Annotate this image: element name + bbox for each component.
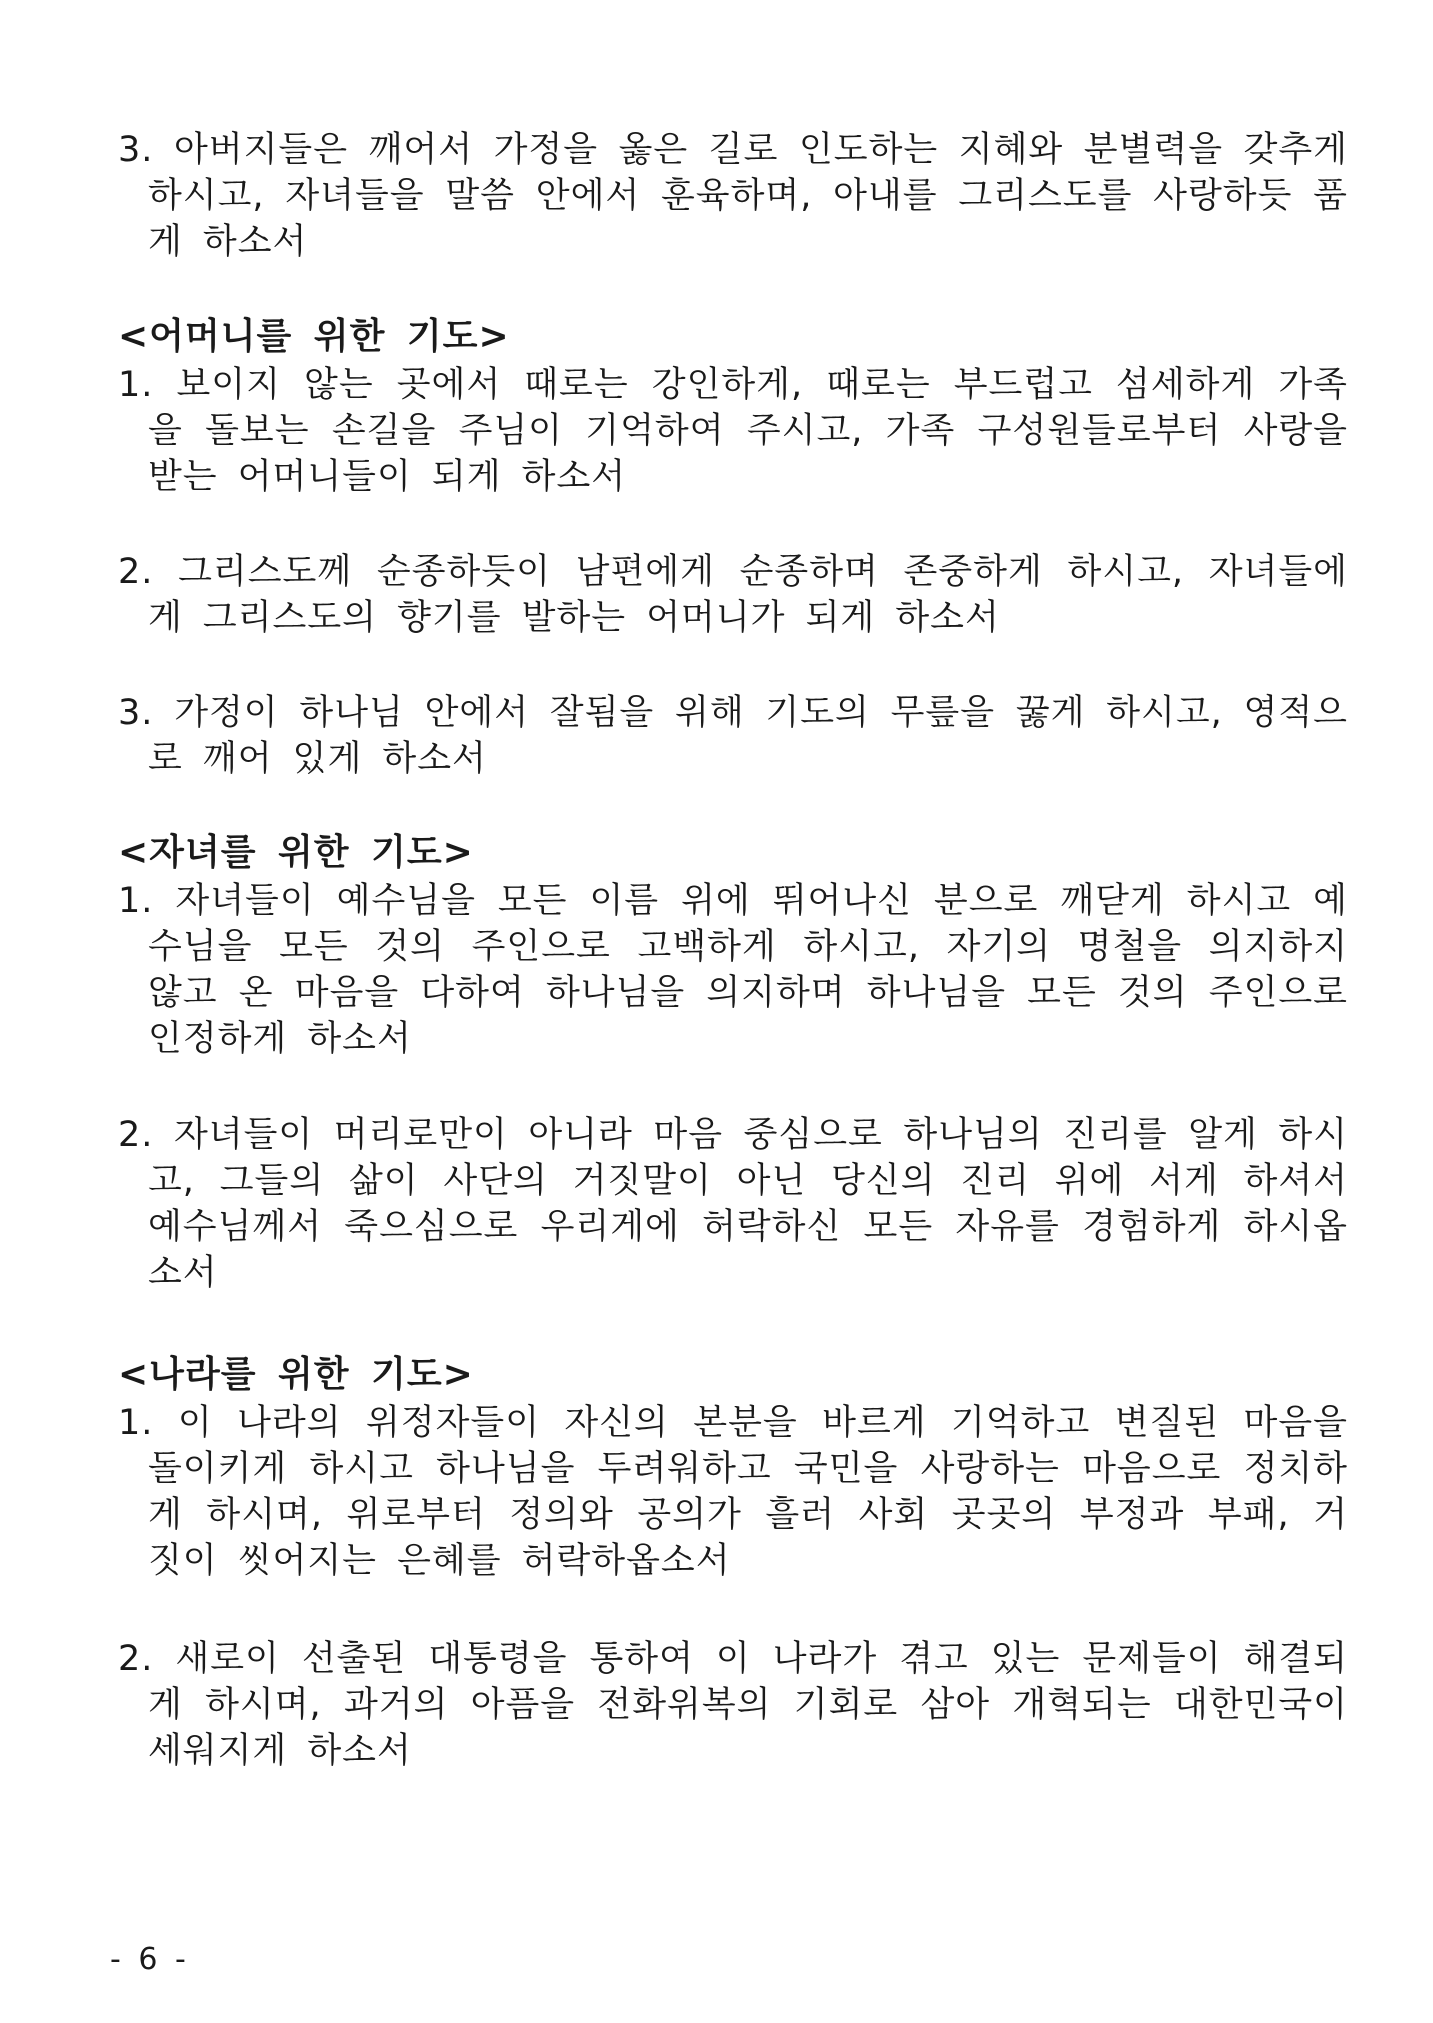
- mother-prayer-item-3: [118, 690, 1348, 782]
- item-number: 2.: [118, 1115, 154, 1155]
- item-number: 2.: [118, 1639, 154, 1679]
- item-number: 1.: [118, 881, 154, 921]
- item-text: 이 나라의 위정자들이 자신의 본분을 바르게 기억하고 변질된 마음을 돌이키게 하시고 하나님을 두려워하고 국민을 사랑하는 마음으로 정치하게 하시며, 위로부터 정의와 공의가 흘러 사회 곳곳의 부정과 부패, 거짓이 씻어지는 은혜를 허락하옵소서: [148, 1403, 1348, 1581]
- item-number: 3.: [118, 693, 154, 733]
- father-prayer-item-3: [118, 127, 1348, 265]
- item-text: 자녀들이 머리로만이 아니라 마음 중심으로 하나님의 진리를 알게 하시고, 그들의 삶이 사단의 거짓말이 아닌 당신의 진리 위에 서게 하셔서 예수님께서 죽으심으로 우리게에 허락하신 모든 자유를 경험하게 하시옵소서: [148, 1115, 1348, 1293]
- children-prayer-heading: <자녀를 위한 기도>: [118, 832, 474, 873]
- item-text: 가정이 하나님 안에서 잘됨을 위해 기도의 무릎을 꿇게 하시고, 영적으로 깨어 있게 하소서: [148, 693, 1348, 779]
- item-text: 그리스도께 순종하듯이 남편에게 순종하며 존중하게 하시고, 자녀들에게 그리스도의 향기를 발하는 어머니가 되게 하소서: [148, 552, 1348, 638]
- item-number: 1.: [118, 1403, 154, 1443]
- mother-prayer-item-1: [118, 362, 1348, 500]
- nation-prayer-item-1: [118, 1400, 1348, 1584]
- page-number: - 6 -: [110, 1942, 190, 1977]
- item-number: 2.: [118, 552, 154, 592]
- children-prayer-item-1: [118, 878, 1348, 1062]
- item-text: 새로이 선출된 대통령을 통하여 이 나라가 겪고 있는 문제들이 해결되게 하시며, 과거의 아픔을 전화위복의 기회로 삼아 개혁되는 대한민국이 세워지게 하소서: [148, 1639, 1348, 1771]
- item-number: 3.: [118, 130, 154, 170]
- item-text: 아버지들은 깨어서 가정을 옳은 길로 인도하는 지혜와 분별력을 갖추게 하시고, 자녀들을 말씀 안에서 훈육하며, 아내를 그리스도를 사랑하듯 품게 하소서: [148, 130, 1348, 262]
- mother-prayer-item-2: [118, 549, 1348, 641]
- mother-prayer-heading: <어머니를 위한 기도>: [118, 316, 510, 357]
- nation-prayer-heading: <나라를 위한 기도>: [118, 1354, 474, 1395]
- item-number: 1.: [118, 365, 154, 405]
- item-text: 자녀들이 예수님을 모든 이름 위에 뛰어나신 분으로 깨닫게 하시고 예수님을 모든 것의 주인으로 고백하게 하시고, 자기의 명철을 의지하지 않고 온 마음을 다하여 하나님을 의지하며 하나님을 모든 것의 주인으로 인정하게 하소서: [148, 881, 1348, 1059]
- item-text: 보이지 않는 곳에서 때로는 강인하게, 때로는 부드럽고 섬세하게 가족을 돌보는 손길을 주님이 기억하여 주시고, 가족 구성원들로부터 사랑을 받는 어머니들이 되게 하소서: [148, 365, 1348, 497]
- children-prayer-item-2: [118, 1112, 1348, 1296]
- nation-prayer-item-2: [118, 1636, 1348, 1774]
